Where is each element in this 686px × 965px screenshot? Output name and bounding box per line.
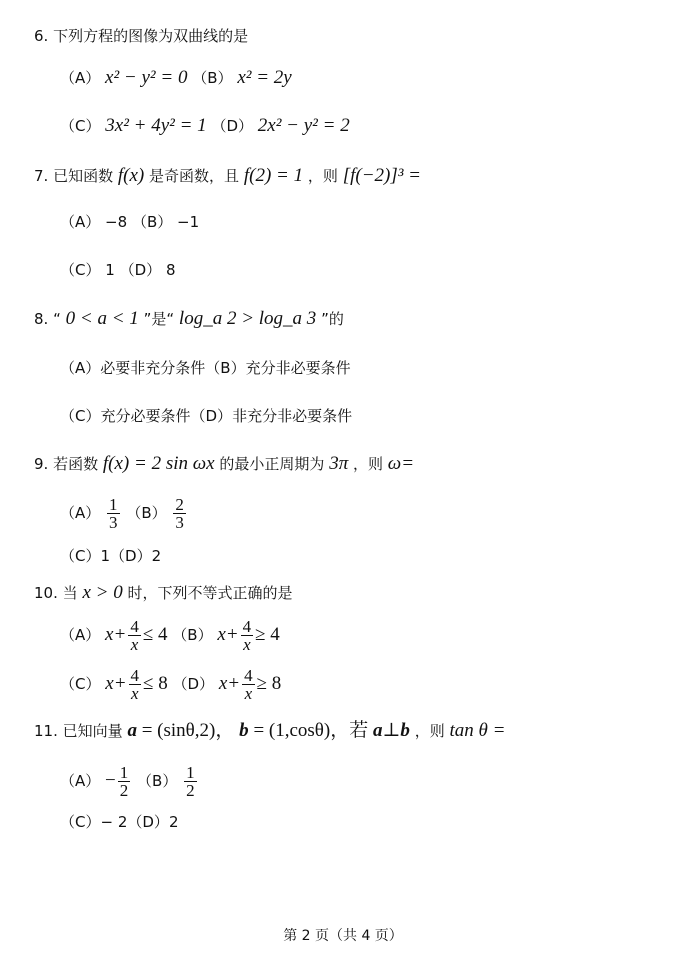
option-label: （A） <box>60 626 101 644</box>
numerator: 1 <box>119 763 129 782</box>
q7-options-cd <box>60 260 175 280</box>
fraction <box>107 496 120 531</box>
option-value: 非充分非必要条件 <box>232 407 353 425</box>
option-label: （B） <box>126 504 167 522</box>
option-math: x+ <box>217 624 239 645</box>
perpendicular-symbol: ⊥ <box>382 720 401 741</box>
denominator: x <box>131 684 139 703</box>
numerator: 4 <box>244 666 253 685</box>
numerator: 2 <box>175 495 184 514</box>
denominator: 3 <box>175 513 184 532</box>
option-math: ≥ 8 <box>256 673 282 694</box>
option-label: （C） <box>60 117 101 135</box>
condition-expr: f(2) = 1 <box>243 165 304 186</box>
q6-options-ab <box>60 68 292 88</box>
page-footer: 第 2 页（共 4 页） <box>283 928 403 944</box>
vector-b: b <box>400 720 410 741</box>
option-label: （D） <box>127 813 169 831</box>
target-expr: [f(−2)]³ = <box>342 165 421 186</box>
option-label: （A） <box>60 504 101 522</box>
question-number: 7. <box>34 167 49 185</box>
vector-a: a <box>127 720 137 741</box>
question-number: 8. <box>34 310 49 328</box>
denominator: x <box>130 635 139 654</box>
option-label: （D） <box>110 547 152 565</box>
option-label: （D） <box>190 407 233 425</box>
option-math: ≥ 4 <box>255 624 280 645</box>
denominator: x <box>243 635 251 654</box>
question-text: 下列方程的图像为双曲线的是 <box>53 27 249 45</box>
option-label: （B） <box>192 69 233 87</box>
question-text: ”是“ <box>143 310 175 328</box>
option-math: 3x² + 4y² = 1 <box>105 115 207 136</box>
option-label: （C） <box>60 813 101 831</box>
function-expr: f(x) <box>117 165 145 186</box>
option-value: 1 <box>105 261 115 279</box>
option-math: ≤ 4 <box>142 624 168 645</box>
omega-expr: ω= <box>387 453 415 474</box>
numerator: 4 <box>130 666 140 685</box>
option-value: 8 <box>165 261 176 279</box>
option-value: 2 <box>151 547 162 565</box>
question-number: 6. <box>34 27 49 45</box>
option-label: （A） <box>60 69 101 87</box>
question-text: 若函数 <box>53 455 99 473</box>
question-text: 当 <box>62 584 78 602</box>
q6-options-cd <box>60 116 350 136</box>
numerator: 1 <box>186 763 195 782</box>
option-label: （D） <box>119 261 162 279</box>
option-label: （A） <box>60 213 101 231</box>
question-text: 已知向量 <box>62 722 123 740</box>
question-text: 是奇函数，且 <box>149 167 240 185</box>
question-number: 11. <box>34 722 58 740</box>
vector-a-value: = (sinθ,2)， <box>141 720 235 741</box>
option-value: 充分必要条件 <box>100 407 191 425</box>
q8-options-ab <box>60 358 351 378</box>
condition-expr: x > 0 <box>82 582 123 603</box>
denominator: 3 <box>109 513 118 532</box>
vector-a: a <box>373 720 383 741</box>
option-label: （B） <box>205 359 246 377</box>
q11-stem <box>34 721 505 741</box>
option-value: −1 <box>177 213 200 231</box>
q10-options-cd <box>60 667 281 702</box>
q11-options-cd <box>60 812 178 832</box>
option-math: x+ <box>218 673 241 694</box>
option-label: （C） <box>60 547 101 565</box>
function-expr: f(x) = 2 sin ωx <box>102 453 215 474</box>
fraction <box>173 496 186 531</box>
fraction <box>118 764 131 799</box>
option-label: （A） <box>60 772 101 790</box>
denominator: 2 <box>186 781 195 800</box>
option-math: x² = 2y <box>237 67 292 88</box>
option-label: （B） <box>137 772 178 790</box>
open-quote: “ <box>53 310 61 328</box>
condition-expr: 0 < a < 1 <box>65 308 139 329</box>
tan-expr: tan θ = <box>449 720 506 741</box>
q10-stem <box>34 583 293 603</box>
option-value: 2 <box>168 813 179 831</box>
option-math: 2x² − y² = 2 <box>257 115 350 136</box>
option-label: （D） <box>211 117 254 135</box>
option-value: − 2 <box>100 813 128 831</box>
q9-stem <box>34 454 414 474</box>
question-text: 已知函数 <box>53 167 114 185</box>
fraction <box>241 618 254 653</box>
question-number: 10. <box>34 584 58 602</box>
q6-stem <box>34 26 248 46</box>
q7-options-ab <box>60 212 199 232</box>
option-value: −8 <box>105 213 128 231</box>
option-label: （B） <box>172 626 213 644</box>
question-number: 9. <box>34 455 49 473</box>
fraction <box>184 764 197 799</box>
fraction <box>242 667 255 702</box>
numerator: 4 <box>130 617 139 636</box>
option-label: （C） <box>60 261 101 279</box>
option-label: （D） <box>172 675 215 693</box>
option-label: （C） <box>60 407 101 425</box>
question-text: 时，下列不等式正确的是 <box>127 584 293 602</box>
q8-options-cd <box>60 406 352 426</box>
question-text: ，则 <box>414 722 445 740</box>
option-math: x+ <box>105 624 127 645</box>
option-value: 1 <box>100 547 111 565</box>
denominator: x <box>244 684 253 703</box>
question-text: ，则 <box>353 455 384 473</box>
q7-stem <box>34 166 421 186</box>
option-math: x+ <box>105 673 127 694</box>
condition-expr: log_a 2 > log_a 3 <box>178 308 317 329</box>
vector-b: b <box>239 720 249 741</box>
option-value: 充分非必要条件 <box>245 359 351 377</box>
option-label: （A） <box>60 359 101 377</box>
minus-sign: − <box>105 770 116 791</box>
q9-options-ab <box>60 496 188 531</box>
question-text: ”的 <box>321 310 344 328</box>
numerator: 1 <box>109 495 118 514</box>
fraction <box>129 667 142 702</box>
option-math: x² − y² = 0 <box>105 67 188 88</box>
q9-options-cd <box>60 546 161 566</box>
q8-stem <box>34 309 344 329</box>
vector-b-value: = (1,cosθ)，若 <box>253 720 369 741</box>
q11-options-ab <box>60 764 199 799</box>
question-text: 的最小正周期为 <box>219 455 325 473</box>
option-math: ≤ 8 <box>143 673 168 694</box>
period-expr: 3π <box>329 453 349 474</box>
q10-options-ab <box>60 618 280 653</box>
numerator: 4 <box>242 617 252 636</box>
denominator: 2 <box>119 781 129 800</box>
option-label: （B） <box>131 213 173 231</box>
option-value: 必要非充分条件 <box>100 359 206 377</box>
fraction <box>128 618 141 653</box>
option-label: （C） <box>60 675 101 693</box>
question-text: ，则 <box>307 167 338 185</box>
